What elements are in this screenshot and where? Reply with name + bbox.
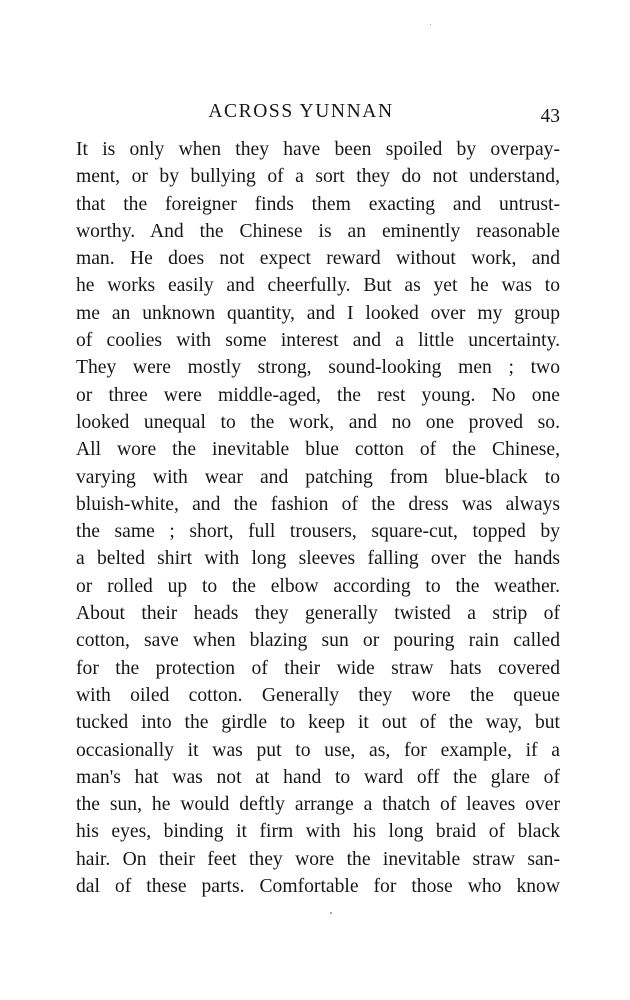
- ink-speck: [430, 24, 431, 25]
- text-line: the same ; short, full trousers, square-cut, topped by: [76, 521, 560, 543]
- text-line: looked unequal to the work, and no one proved so.: [76, 411, 560, 433]
- text-line: he works easily and cheerfully. But as yet he was to: [76, 275, 560, 297]
- text-line: or rolled up to the elbow according to the weather.: [76, 575, 560, 597]
- ink-speck: [330, 912, 332, 914]
- text-line: ment, or by bullying of a sort they do not understand,: [76, 166, 560, 188]
- text-line: occasionally it was put to use, as, for example, if a: [76, 739, 560, 761]
- text-line: tucked into the girdle to keep it out of the way, but: [76, 712, 560, 734]
- text-line: All wore the inevitable blue cotton of the Chinese,: [76, 439, 560, 461]
- text-line: that the foreigner finds them exacting and untrust-: [76, 193, 560, 215]
- text-line: man's hat was not at hand to ward off the glare of: [76, 766, 560, 788]
- text-line: cotton, save when blazing sun or pouring rain called: [76, 630, 560, 652]
- text-line: or three were middle-aged, the rest young. No one: [76, 384, 560, 406]
- text-line: bluish-white, and the fashion of the dress was always: [76, 493, 560, 515]
- text-line: About their heads they generally twisted a strip of: [76, 603, 560, 625]
- running-title: ACROSS YUNNAN: [208, 101, 394, 122]
- text-line: his eyes, binding it firm with his long braid of black: [76, 821, 560, 843]
- text-line: with oiled cotton. Generally they wore the queue: [76, 684, 560, 706]
- text-line: They were mostly strong, sound-looking men ; two: [76, 357, 560, 379]
- text-line: varying with wear and patching from blue-black to: [76, 466, 560, 488]
- text-line: hair. On their feet they wore the inevitable straw san-: [76, 848, 560, 870]
- text-line: a belted shirt with long sleeves falling over the hands: [76, 548, 560, 570]
- text-line: of coolies with some interest and a little uncertainty.: [76, 330, 560, 352]
- text-line: It is only when they have been spoiled by overpay-: [76, 139, 560, 160]
- text-line: dal of these parts. Comfortable for those who know: [76, 876, 560, 898]
- text-line: man. He does not expect reward without work, and: [76, 248, 560, 270]
- text-line: the sun, he would deftly arrange a thatch of leaves over: [76, 794, 560, 816]
- text-line: worthy. And the Chinese is an eminently reasonable: [76, 220, 560, 242]
- running-head: [76, 99, 560, 125]
- text-line: for the protection of their wide straw hats covered: [76, 657, 560, 679]
- text-line: me an unknown quantity, and I looked over my group: [76, 302, 560, 324]
- body-text: [76, 136, 560, 900]
- page-number: 43: [540, 106, 560, 127]
